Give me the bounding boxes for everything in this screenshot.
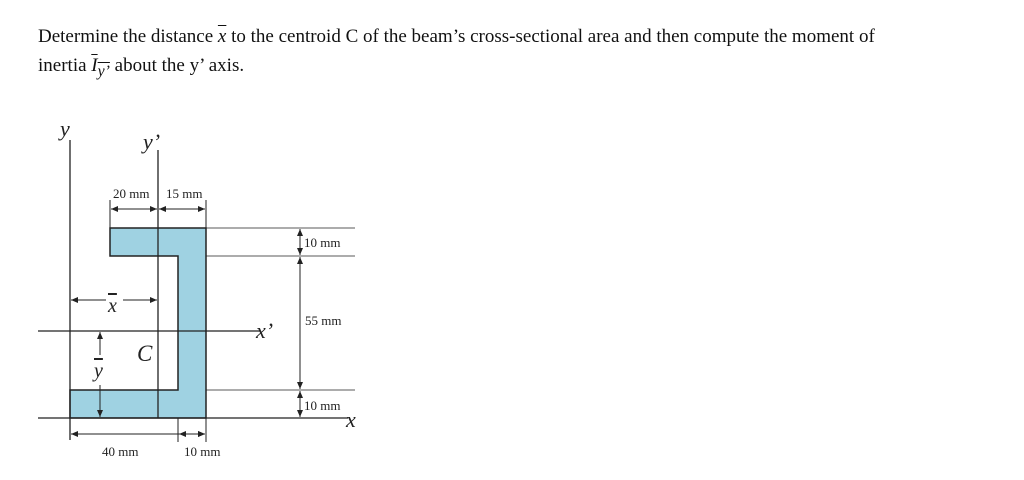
problem-text-1b: to the centroid C of the beam’s cross-sectional area and then compute the moment of bbox=[231, 26, 875, 47]
xbar-symbol: $\overline{x}$ bbox=[217, 26, 227, 47]
dim-flange-top-label: 10 mm bbox=[304, 235, 341, 250]
dim-web-thickness-label: 10 mm bbox=[184, 444, 221, 459]
x-axis-label: x bbox=[346, 407, 356, 432]
problem-text-2a: inertia bbox=[38, 55, 87, 76]
dim-top-left-label: 20 mm bbox=[113, 186, 150, 201]
dim-top-right-label: 15 mm bbox=[166, 186, 203, 201]
I-subscript: y’ bbox=[97, 62, 110, 80]
dim-web-height-label: 55 mm bbox=[305, 313, 342, 328]
dim-base-label: 40 mm bbox=[102, 444, 139, 459]
problem-text-2b: about the y’ axis. bbox=[114, 55, 245, 76]
ybar-label: y bbox=[94, 360, 103, 382]
I-symbol: I bbox=[91, 55, 98, 76]
xbar-label: x bbox=[108, 295, 117, 317]
beam-cross-section bbox=[70, 228, 206, 418]
problem-text-1a: Determine the distance bbox=[38, 26, 214, 47]
x-prime-axis-label: x’ bbox=[256, 318, 274, 343]
centroid-label: C bbox=[137, 341, 153, 366]
y-axis-label: y bbox=[60, 116, 70, 141]
y-prime-axis-label: y’ bbox=[143, 129, 161, 154]
dim-flange-bottom-label: 10 mm bbox=[304, 398, 341, 413]
